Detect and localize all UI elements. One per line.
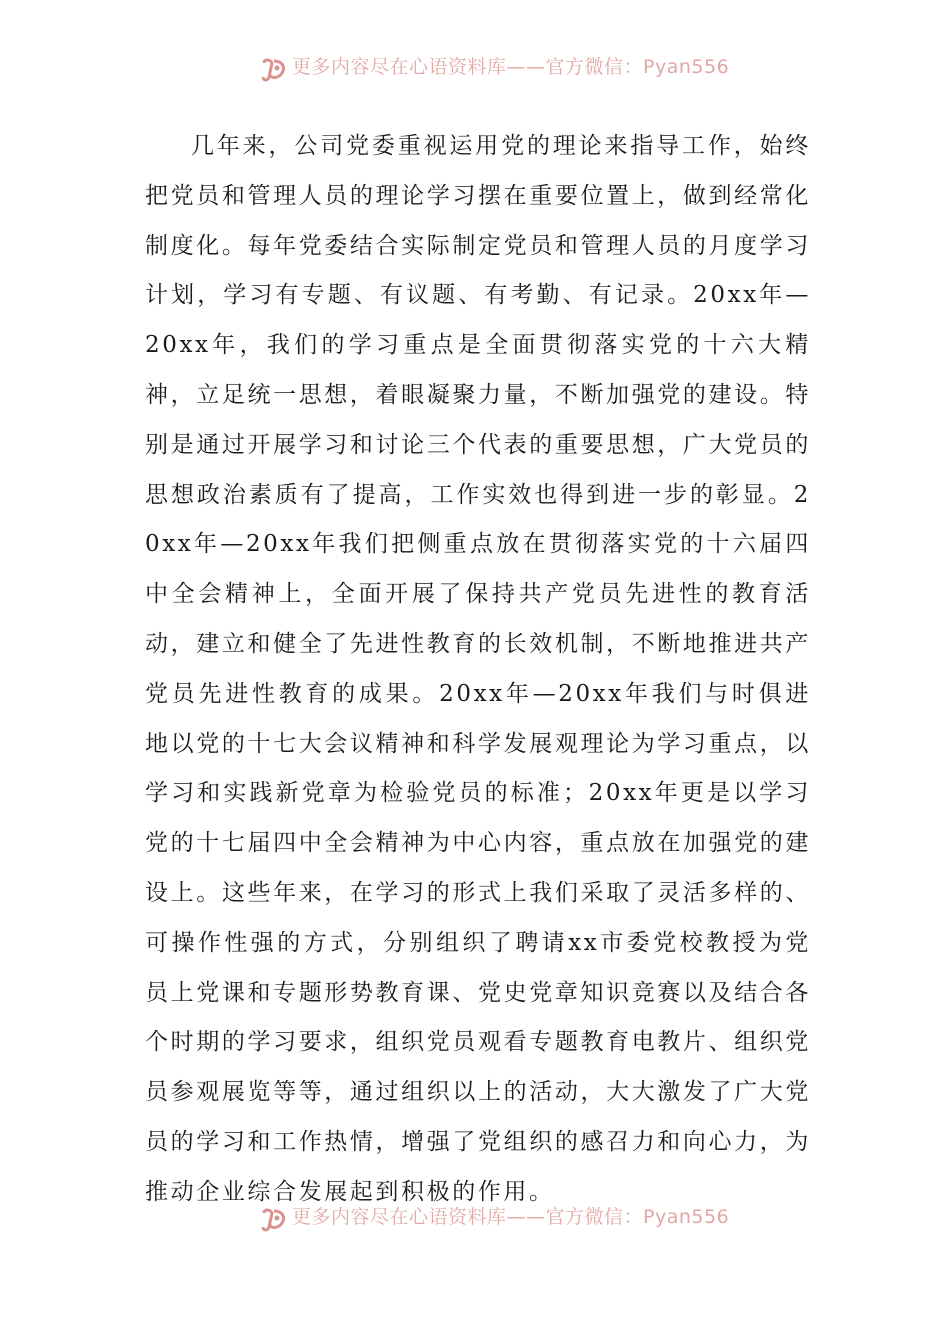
- footer-watermark-banner: [260, 1206, 740, 1234]
- body-paragraph: 几年来，公司党委重视运用党的理论来指导工作，始终把党员和管理人员的理论学习摆在重要位置上，做到经常化制度化。每年党委结合实际制定党员和管理人员的月度学习计划，学习有专题、有议题、有考勤、有记录。20xx年—20xx年，我们的学习重点是全面贯彻落实党的十六大精神，立足统一思想，着眼凝聚力量，不断加强党的建设。特别是通过开展学习和讨论三个代表的重要思想，广大党员的思想政治素质有了提高，工作实效也得到进一步的彰显。20xx年—20xx年我们把侧重点放在贯彻落实党的十六届四中全会精神上，全面开展了保持共产党员先进性的教育活动，建立和健全了先进性教育的长效机制，不断地推进共产党员先进性教育的成果。20xx年—20xx年我们与时俱进地以党的十七大会议精神和科学发展观理论为学习重点，以学习和实践新党章为检验党员的标准；20xx年更是以学习党的十七届四中全会精神为中心内容，重点放在加强党的建设上。这些年来，在学习的形式上我们采取了灵活多样的、可操作性强的方式，分别组织了聘请xx市委党校教授为党员上党课和专题形势教育课、党史党章知识竞赛以及结合各个时期的学习要求，组织党员观看专题教育电教片、组织党员参观展览等等，通过组织以上的活动，大大激发了广大党员的学习和工作热情，增强了党组织的感召力和向心力，为推动企业综合发展起到积极的作用。: [145, 133, 811, 1205]
- header-watermark-banner: [260, 56, 740, 84]
- header-watermark-text: 更多内容尽在心语资料库——官方微信：Pyan556: [292, 56, 730, 78]
- brand-logo-icon: [260, 57, 288, 83]
- footer-watermark-text: 更多内容尽在心语资料库——官方微信：Pyan556: [292, 1206, 730, 1228]
- brand-logo-icon: [260, 1207, 288, 1233]
